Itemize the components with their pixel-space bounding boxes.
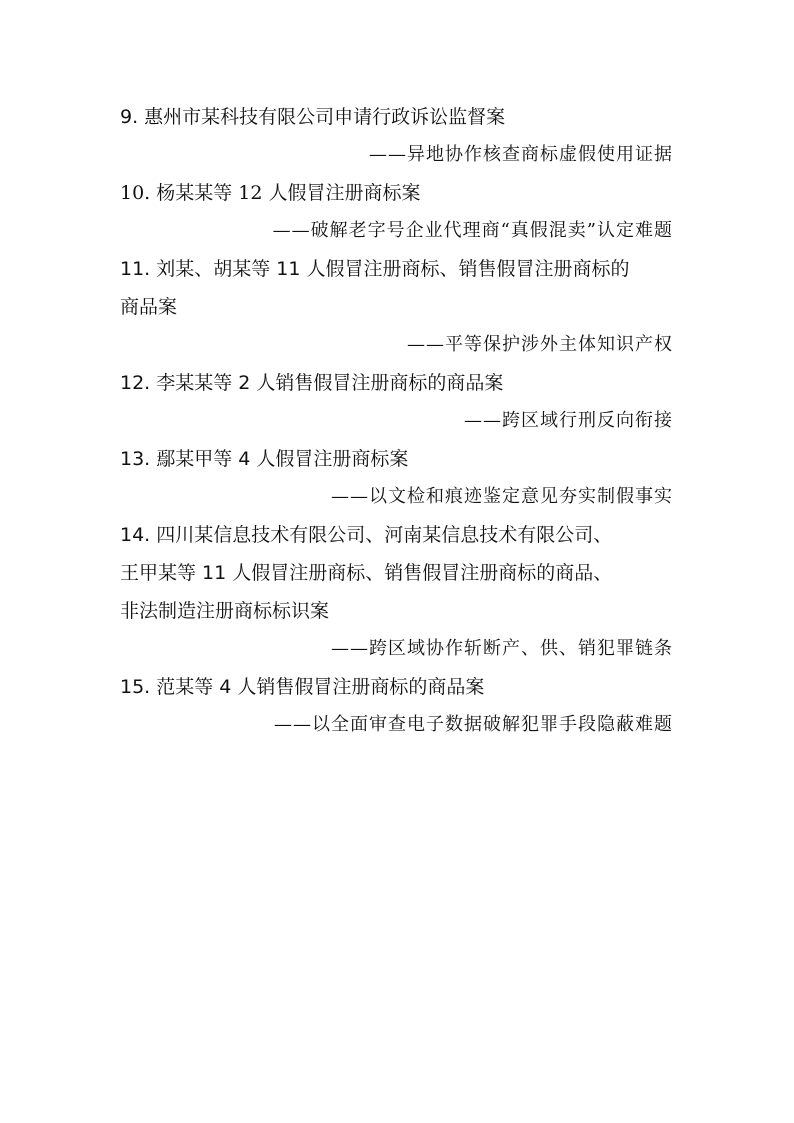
- case-title: 9. 惠州市某科技有限公司申请行政诉讼监督案: [120, 106, 506, 128]
- case-entry-15: [120, 668, 673, 744]
- case-subtitle: ——以文检和痕迹鉴定意见夯实制假事实: [331, 486, 673, 507]
- case-subtitle: ——平等保护涉外主体知识产权: [407, 334, 673, 355]
- case-entry-11: [120, 250, 673, 364]
- case-subtitle: ——以全面审查电子数据破解犯罪手段隐蔽难题: [274, 714, 673, 735]
- case-title: 13. 鄢某甲等 4 人假冒注册商标案: [120, 448, 409, 470]
- case-title: 10. 杨某某等 12 人假冒注册商标案: [120, 182, 421, 204]
- case-entry-14: [120, 516, 673, 668]
- case-title-continued: 非法制造注册商标标识案: [120, 600, 330, 622]
- case-title-continued: 王甲某等 11 人假冒注册商标、销售假冒注册商标的商品、: [120, 562, 613, 584]
- case-list: [120, 98, 673, 744]
- case-entry-12: [120, 364, 673, 440]
- case-entry-10: [120, 174, 673, 250]
- case-subtitle: ——跨区域协作斩断产、供、销犯罪链条: [331, 638, 673, 659]
- case-title: 15. 范某等 4 人销售假冒注册商标的商品案: [120, 676, 485, 698]
- case-title: 14. 四川某信息技术有限公司、河南某信息技术有限公司、: [120, 524, 613, 546]
- case-title: 11. 刘某、胡某等 11 人假冒注册商标、销售假冒注册商标的: [120, 258, 630, 280]
- case-title: 12. 李某某等 2 人销售假冒注册商标的商品案: [120, 372, 504, 394]
- case-subtitle: ——异地协作核查商标虚假使用证据: [369, 144, 673, 165]
- case-subtitle: ——破解老字号企业代理商“真假混卖”认定难题: [272, 220, 673, 241]
- case-title-continued: 商品案: [120, 296, 178, 318]
- case-subtitle: ——跨区域行刑反向衔接: [464, 410, 673, 431]
- case-entry-13: [120, 440, 673, 516]
- case-entry-9: [120, 98, 673, 174]
